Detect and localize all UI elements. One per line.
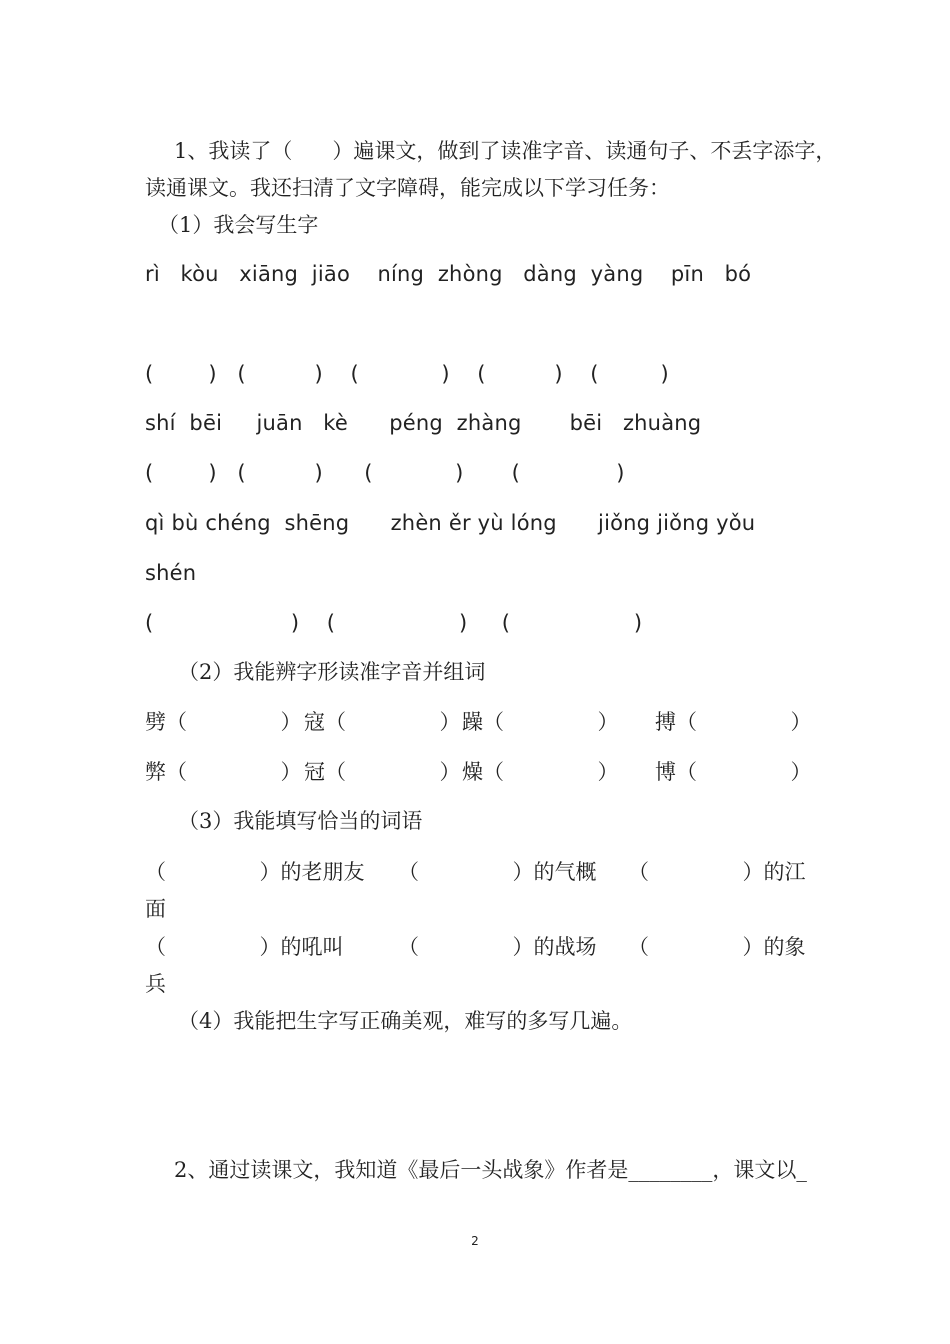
section4-title: （4）我能把生字写正确美观，难写的多写几遍。 <box>178 1009 633 1033</box>
section1-row3-pinyin-cont: shén <box>145 561 197 585</box>
section3-row2-item: （ ）的吼叫 <box>145 935 344 959</box>
section2-row1-item: 劈（ ） <box>145 710 302 734</box>
section3-row1-item: （ ）的气概 <box>398 860 597 884</box>
section1-row1-brackets: ( ) ( ) ( ) ( ) ( ) <box>145 362 669 386</box>
section1-title: （1）我会写生字 <box>158 213 319 237</box>
section3-title: （3）我能填写恰当的词语 <box>178 809 423 833</box>
section3-row1-item: （ ）的老朋友 <box>145 860 365 884</box>
section2-row2-item: 弊（ ） <box>145 760 302 784</box>
section2-row2-item: 燥（ ） <box>462 760 619 784</box>
section3-row1-item: （ ）的江 <box>628 860 806 884</box>
question2-line: 2、通过读课文，我知道《最后一头战象》作者是________，课文以_ <box>174 1158 807 1182</box>
intro-line-1: 1、我读了（ ）遍课文，做到了读准字音、读通句子、不丢字添字， <box>174 139 837 163</box>
section2-row1-item: 寇（ ） <box>304 710 461 734</box>
section2-title: （2）我能辨字形读准字音并组词 <box>178 660 486 684</box>
section1-row3-pinyin: qì bù chéng shēng zhèn ěr yù lóng jiǒng jiǒng yǒu <box>145 511 756 535</box>
section1-row3-brackets: ( ) ( ) ( ) <box>145 611 643 635</box>
section1-row2-pinyin: shí bēi juān kè péng zhàng bēi zhuàng <box>145 411 702 435</box>
section2-row1-item: 躁（ ） <box>462 710 619 734</box>
section1-row1-pinyin: rì kòu xiāng jiāo níng zhòng dàng yàng pīn bó <box>145 262 752 286</box>
section1-row2-brackets: ( ) ( ) ( ) ( ) <box>145 461 625 485</box>
intro-line-2: 读通课文。我还扫清了文字障碍，能完成以下学习任务： <box>145 176 670 200</box>
section2-row1-item: 搏（ ） <box>655 710 812 734</box>
section3-row2-cont: 兵 <box>145 972 166 996</box>
page-number: 2 <box>471 1234 479 1248</box>
section2-row2-item: 博（ ） <box>655 760 812 784</box>
section2-row2-item: 冠（ ） <box>304 760 461 784</box>
section3-row2-item: （ ）的战场 <box>398 935 597 959</box>
section3-row1-cont: 面 <box>145 897 166 921</box>
section3-row2-item: （ ）的象 <box>628 935 806 959</box>
